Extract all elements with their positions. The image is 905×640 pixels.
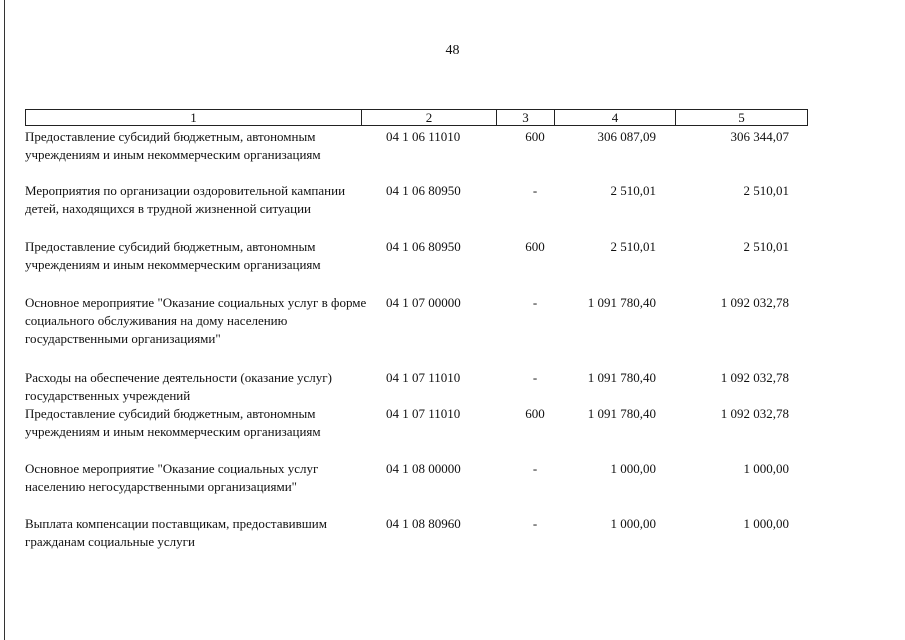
row-amount-col4: 1 000,00	[610, 516, 656, 531]
left-margin-rule	[4, 0, 5, 640]
row-expense-type: -	[532, 183, 538, 198]
row-code: 04 1 06 11010	[386, 129, 461, 144]
row-expense-type: 600	[525, 129, 545, 144]
row-code: 04 1 07 00000	[386, 295, 461, 310]
row-amount-col5: 1 000,00	[743, 461, 789, 476]
row-expense-type: 600	[525, 406, 545, 421]
row-expense-type: -	[532, 295, 538, 310]
row-name: Предоставление субсидий бюджетным, автономным учреждениям и иным некоммерческим организациям	[25, 239, 321, 272]
row-expense-type: -	[532, 370, 538, 385]
row-amount-col5: 2 510,01	[743, 239, 789, 254]
row-amount-col4: 1 091 780,40	[587, 295, 656, 310]
row-code: 04 1 06 80950	[386, 239, 461, 254]
row-amount-col5: 2 510,01	[743, 183, 789, 198]
row-code: 04 1 08 80960	[386, 516, 461, 531]
row-amount-col5: 1 092 032,78	[720, 370, 789, 385]
page-number: 48	[445, 43, 460, 58]
row-name: Выплата компенсации поставщикам, предоставившим гражданам социальные услуги	[25, 516, 327, 549]
table-header	[25, 109, 808, 126]
row-amount-col4: 2 510,01	[610, 239, 656, 254]
row-name: Расходы на обеспечение деятельности (оказание услуг) государственных учреждений	[25, 370, 332, 403]
row-name: Основное мероприятие "Оказание социальных услуг населению негосударственными организациями"	[25, 461, 319, 494]
row-expense-type: -	[532, 461, 538, 476]
row-amount-col4: 2 510,01	[610, 183, 656, 198]
row-amount-col5: 1 092 032,78	[720, 295, 789, 310]
row-code: 04 1 07 11010	[386, 406, 461, 421]
row-code: 04 1 06 80950	[386, 183, 461, 198]
header-col-1: 1	[26, 110, 362, 125]
header-col-4: 4	[555, 110, 676, 125]
row-amount-col4: 1 091 780,40	[587, 370, 656, 385]
row-amount-col5: 1 092 032,78	[720, 406, 789, 421]
row-expense-type: 600	[525, 239, 545, 254]
row-name: Мероприятия по организации оздоровительной кампании детей, находящихся в трудной жизненной ситуации	[25, 183, 346, 216]
header-col-5: 5	[738, 110, 745, 125]
row-name: Предоставление субсидий бюджетным, автономным учреждениям и иным некоммерческим организациям	[25, 129, 321, 162]
row-name: Основное мероприятие "Оказание социальных услуг в форме социального обслуживания на дому населению государственными организациями"	[25, 295, 367, 346]
row-amount-col4: 1 000,00	[610, 461, 656, 476]
row-expense-type: -	[532, 516, 538, 531]
header-col-3: 3	[497, 110, 555, 125]
row-amount-col4: 306 087,09	[597, 129, 656, 144]
header-col-2: 2	[362, 110, 497, 125]
row-name: Предоставление субсидий бюджетным, автономным учреждениям и иным некоммерческим организациям	[25, 406, 321, 439]
row-amount-col5: 306 344,07	[730, 129, 789, 144]
row-code: 04 1 07 11010	[386, 370, 461, 385]
row-amount-col4: 1 091 780,40	[587, 406, 656, 421]
row-amount-col5: 1 000,00	[743, 516, 789, 531]
row-code: 04 1 08 00000	[386, 461, 461, 476]
